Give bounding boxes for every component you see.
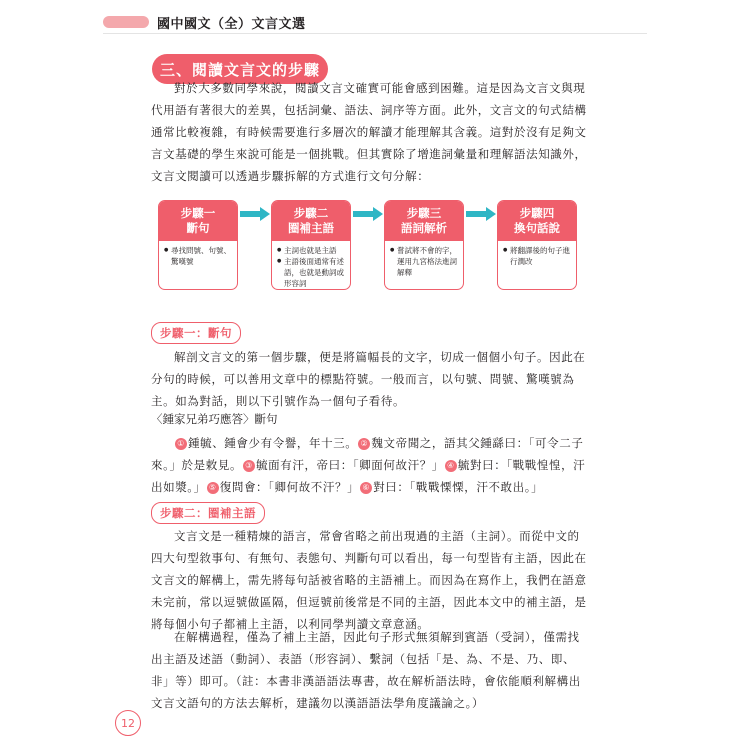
step-2-label: 步驟二: [293, 206, 329, 220]
header-divider: [103, 33, 647, 34]
step-2-body-2: 在解構過程，僅為了補上主語，因此句子形式無須解到賓語（受詞），僅需找出主語及述語（動詞）、表語（形容詞）、繫詞（包括「是、為、不是、乃、即、非」等）即可。（註：本書非漢語語法專書，故在解析語法時，會依能順利解構出文言文語句的方法去解析，建議勿以漢語語法學角度議論之。）: [151, 630, 581, 710]
sentence-number-badge: ⑤: [207, 482, 219, 494]
step-2-item: ● 主詞也就是主語: [277, 245, 347, 256]
step-1-label: 步驟一: [180, 206, 216, 220]
step-1-item: ● 尋找問號、句號、驚嘆號: [164, 245, 234, 267]
section-title: 三、閱讀文言文的步驟: [152, 54, 328, 84]
step-card-2: [271, 200, 351, 290]
step-2-list: [272, 245, 350, 289]
sentence-number-badge: ⑥: [360, 482, 372, 494]
arrow-right-icon: [353, 207, 383, 221]
step-4-label: 步驟四: [519, 206, 555, 220]
header-accent-bar: [103, 16, 149, 28]
arrow-right-icon: [466, 207, 496, 221]
page-number: 12: [115, 710, 141, 736]
step-card-4: [497, 200, 577, 290]
step-4-name: 換句話說: [514, 221, 560, 235]
step-card-1: [158, 200, 238, 290]
example-sentence: 毓對曰：「戰戰惶惶，汗出如漿。」: [151, 458, 586, 494]
example-sentence: 鍾毓、鍾會少有令譽，年十三。: [188, 436, 358, 450]
step-2-item: ● 主語後面通常有述語，也就是動詞或形容詞: [277, 256, 347, 289]
step-4-list: [498, 245, 576, 267]
step-1-title: 步驟一：斷句: [151, 322, 241, 344]
step-2-title: 步驟二：圈補主語: [151, 502, 265, 524]
step-2-header: [272, 201, 350, 241]
example-sentence: 復問會：「卿何故不汗？」: [219, 480, 360, 494]
sentence-number-badge: ④: [445, 460, 457, 472]
example-text: [151, 432, 590, 498]
step-3-item: ● 嘗試將不會的字，運用九宮格法進詞解釋: [390, 245, 460, 278]
step-1-header: [159, 201, 237, 241]
step-3-label: 步驟三: [406, 206, 442, 220]
intro-paragraph: 對於大多數同學來說，閱讀文言文確實可能會感到困難。這是因為文言文與現代用語有著很大的差異，包括詞彙、語法、詞序等方面。此外，文言文的句式結構通常比較複雜，有時候需要進行多層次的解讀才能理解其含義。這對於沒有足夠文言文基礎的學生來說可能是一個挑戰。但其實除了增進詞彙量和理解語法知識外，文言文閱讀可以透過步驟拆解的方式進行文句分解：: [151, 81, 587, 183]
sentence-number-badge: ②: [358, 438, 370, 450]
example-sentence: 魏文帝聞之，語其父鍾繇曰：「可令二子來。」於是敕見。: [151, 436, 584, 472]
example-source: 〈鍾家兄弟巧應答〉斷句: [151, 412, 278, 426]
sentence-number-badge: ③: [243, 460, 255, 472]
step-1-name: 斷句: [186, 221, 210, 235]
step-4-header: [498, 201, 576, 241]
steps-diagram: [158, 200, 575, 290]
step-4-item: ● 將翻譯後的句子進行潤改: [503, 245, 573, 267]
example-sentence: 毓面有汗，帝曰：「卿面何故汗？」: [256, 458, 444, 472]
step-2-body-1: 文言文是一種精煉的語言，常會省略之前出現過的主語（主詞）。而從中文的四大句型敘事句、有無句、表態句、判斷句可以看出，每一句型皆有主語，因此在文言文的解構上，需先將每句話被省略的主語補上。而因為在寫作上，我們在語意未完前，常以逗號做區隔，但逗號前後常是不同的主語，因此本文中的補主語，是將每個小句子都補上主語，以利同學判讀文章意涵。: [151, 529, 587, 631]
sentence-number-badge: ①: [175, 438, 187, 450]
step-2-name: 圈補主語: [288, 221, 334, 235]
step-3-header: [385, 201, 463, 241]
step-3-list: [385, 245, 463, 278]
step-3-name: 語詞解析: [401, 221, 447, 235]
step-1-body: 解剖文言文的第一個步驟，便是將篇幅長的文字，切成一個個小句子。因此在分句的時候，可以善用文章中的標點符號。一般而言，以句號、問號、驚嘆號為主。如為對話，則以下引號作為一個句子看待。: [151, 350, 586, 408]
step-card-3: [384, 200, 464, 290]
step-1-list: [159, 245, 237, 267]
example-sentence: 對曰：「戰戰慄慄，汗不敢出。」: [373, 480, 544, 494]
arrow-right-icon: [240, 207, 270, 221]
book-title: 國中國文（全）文言文選: [157, 17, 306, 32]
